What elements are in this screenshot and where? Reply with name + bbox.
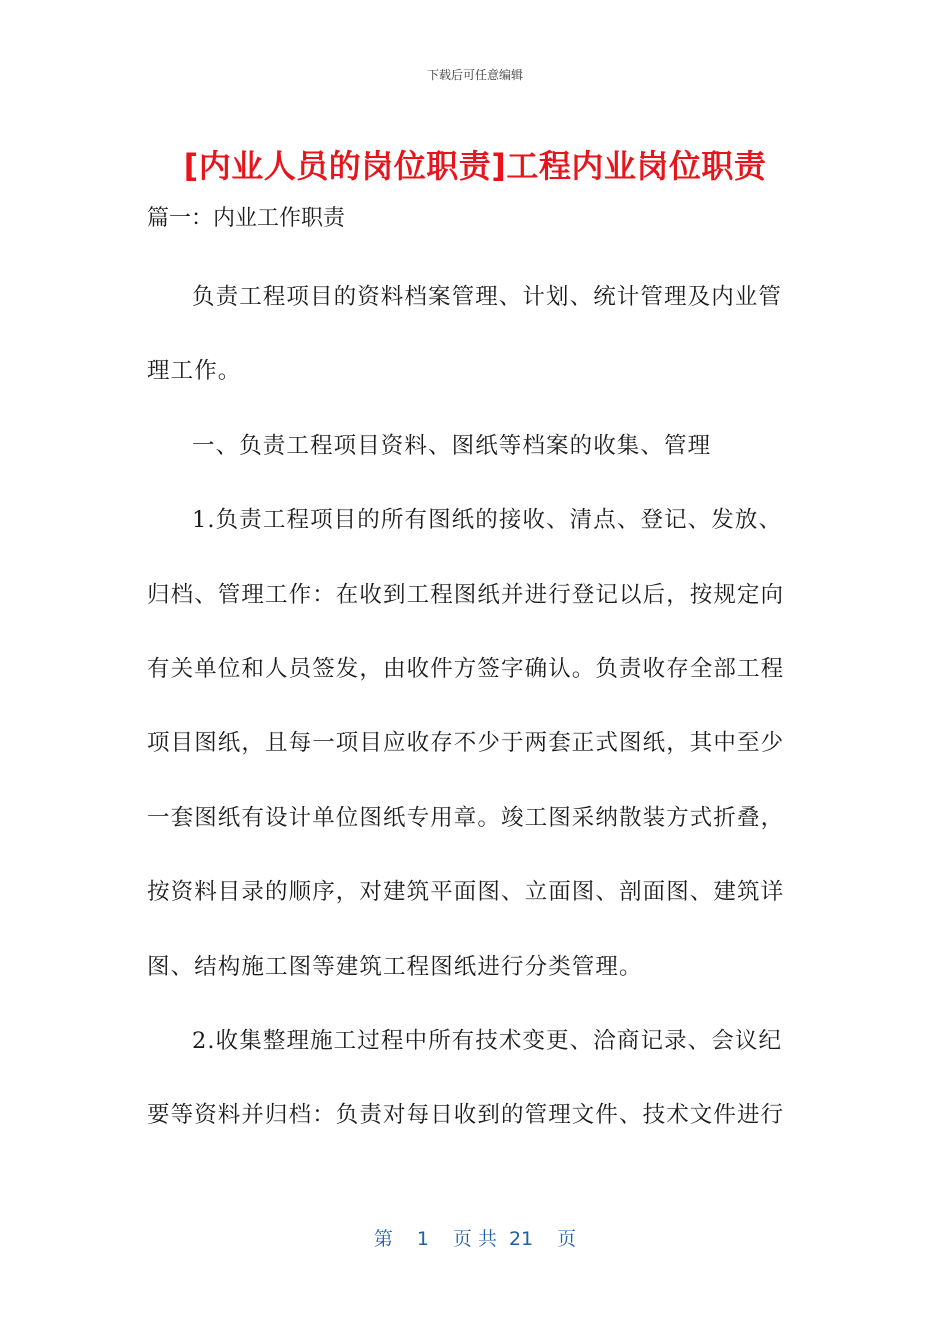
page-footer [0,1224,950,1251]
document-title: [内业人员的岗位职责]工程内业岗位职责 [183,147,767,185]
section-heading: 篇一：内业工作职责 [147,206,346,231]
page-number: 1 [416,1228,429,1250]
footer-middle: 页 共 [452,1228,497,1250]
total-pages: 21 [508,1228,534,1250]
document-body [147,260,797,1153]
paragraph: 一、负责工程项目资料、图纸等档案的收集、管理 [192,432,712,459]
paragraph: 2.收集整理施工过程中所有技术变更、洽商记录、会议纪要等资料并归档：负责对每日收到的管理文件、技术文件进行 [147,1028,785,1129]
paragraph: 1.负责工程项目的所有图纸的接收、清点、登记、发放、归档、管理工作：在收到工程图纸并进行登记以后，按规定向有关单位和人员签发，由收件方签字确认。负责收存全部工程项目图纸，且每一项目应收存不少于两套正式图纸，其中至少一套图纸有设计单位图纸专用章。竣工图采纳散装方式折叠，按资料目录的顺序，对建筑平面图、立面图、剖面图、建筑详图、结构施工图等建筑工程图纸进行分类管理。 [147,507,785,980]
header-note: 下载后可任意编辑 [426,68,523,82]
footer-suffix: 页 [557,1228,577,1250]
footer-prefix: 第 [373,1228,393,1250]
paragraph: 负责工程项目的资料档案管理、计划、统计管理及内业管理工作。 [147,284,783,385]
